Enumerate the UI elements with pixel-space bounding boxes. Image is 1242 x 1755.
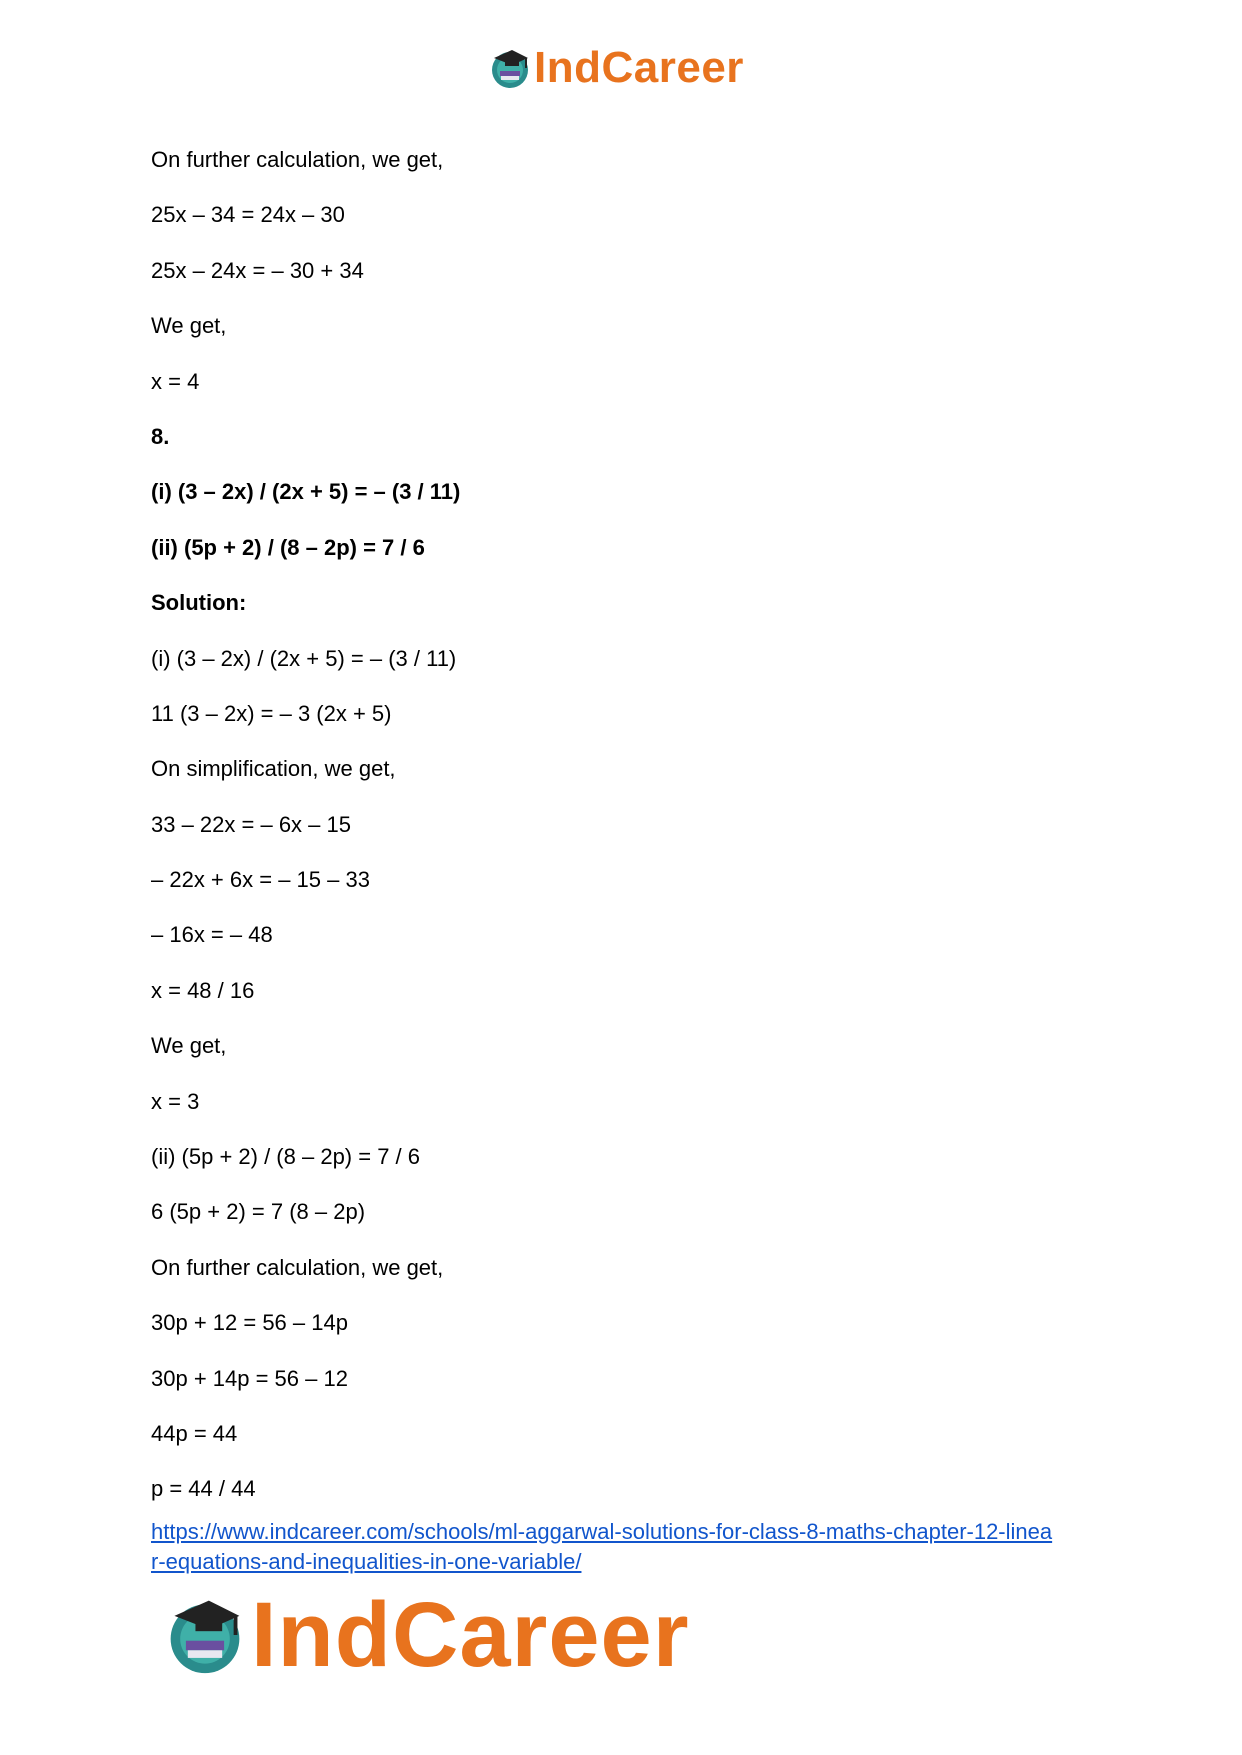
question-line: Solution: [151,590,247,616]
text-line: We get, [151,1033,227,1059]
text-line: x = 48 / 16 [151,977,255,1003]
text-line: – 16x = – 48 [151,922,273,948]
text-line: 30p + 12 = 56 – 14p [151,1310,348,1336]
text-line: x = 3 [151,1088,200,1114]
footer-logo-wordmark: IndCareer [251,1584,690,1686]
question-line: 8. [151,423,170,449]
text-line: 6 (5p + 2) = 7 (8 – 2p) [151,1199,366,1225]
footer-logo [163,1585,690,1685]
source-link-line-1[interactable]: https://www.indcareer.com/schools/ml-aggarwal-solutions-for-class-8-maths-chapter-12-linea [151,1519,1053,1544]
source-link-line-2[interactable]: r-equations-and-inequalities-in-one-variable/ [151,1549,582,1574]
question-line: (i) (3 – 2x) / (2x + 5) = – (3 / 11) [151,479,461,505]
logo-wordmark: IndCareer [534,43,744,92]
text-line: (i) (3 – 2x) / (2x + 5) = – (3 / 11) [151,645,457,671]
text-line: On simplification, we get, [151,756,396,782]
text-line: On further calculation, we get, [151,147,444,172]
text-line: We get, [151,313,227,339]
text-line: 33 – 22x = – 6x – 15 [151,811,351,837]
text-line: 25x – 24x = – 30 + 34 [151,257,364,283]
text-line: 30p + 14p = 56 – 12 [151,1365,348,1391]
header-logo [488,44,744,92]
question-line: (ii) (5p + 2) / (8 – 2p) = 7 / 6 [151,534,425,560]
text-line: 25x – 34 = 24x – 30 [151,202,345,228]
source-link[interactable] [151,1517,1111,1577]
text-line: On further calculation, we get, [151,1254,444,1280]
text-line: – 22x + 6x = – 15 – 33 [151,867,370,893]
document-body [151,146,1111,1531]
graduation-cap-logo-icon [163,1593,247,1677]
text-line: 11 (3 – 2x) = – 3 (2x + 5) [151,700,392,726]
text-line: x = 4 [151,368,200,394]
text-line: p = 44 / 44 [151,1476,256,1502]
text-line: 44p = 44 [151,1420,238,1446]
text-line: (ii) (5p + 2) / (8 – 2p) = 7 / 6 [151,1144,421,1170]
graduation-cap-logo-icon [488,46,532,90]
